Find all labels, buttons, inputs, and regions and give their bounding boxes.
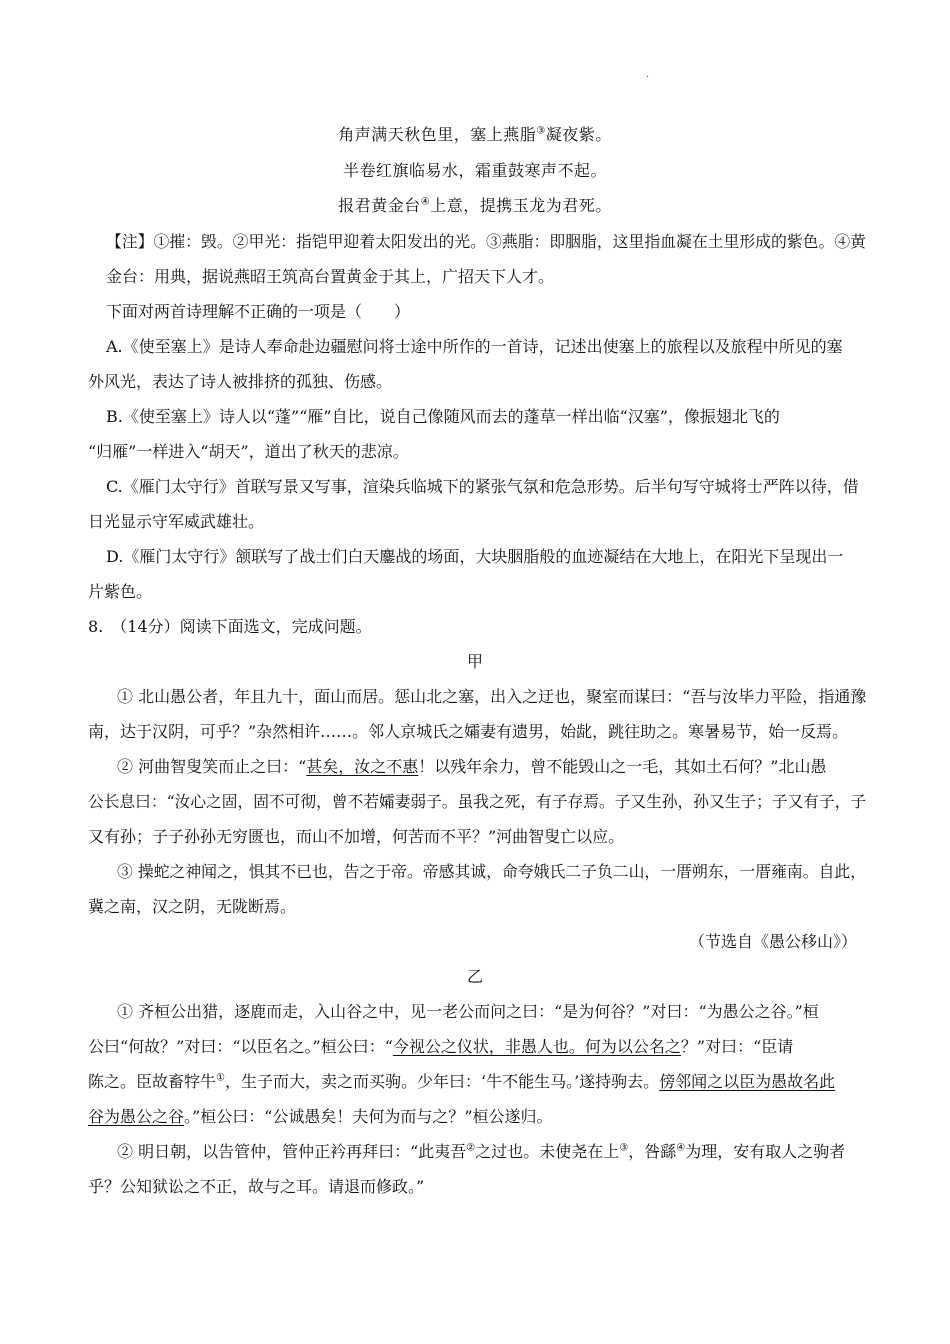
jia-p2-line-1: ② 河曲智叟笑而止之曰：“甚矣，汝之不惠！以残年余力，曾不能毁山之一毛，其如土石何？”北山愚: [117, 757, 827, 776]
poem-line-1: 角声满天秋色里，塞上燕脂③凝夜紫。: [338, 125, 612, 144]
passage-yi-title: 乙: [466, 967, 483, 986]
note-line-1: 【注】①摧：毁。②甲光：指铠甲迎着太阳发出的光。③燕脂：即胭脂，这里指血凝在土里形成的紫色。④黄: [106, 232, 867, 251]
option-a-line-1: A.《使至塞上》是诗人奉命赴边疆慰问将士途中所作的一首诗，记述出使塞上的旅程以及旅程中所见的塞: [106, 337, 843, 356]
yi-p1-line-2: 公曰“何故？”对曰：“以臣名之。”桓公曰：“今视公之仪状，非愚人也。何为以公名之？”对曰：“臣请: [88, 1037, 794, 1056]
jia-p2-line-2: 公长息曰：“汝心之固，固不可彻，曾不若孀妻弱子。虽我之死，有子存焉。子又生孙，孙又生子；子又有子，子: [88, 792, 867, 811]
question-stem: 下面对两首诗理解不正确的一项是（ ）: [106, 302, 411, 321]
option-c-line-1: C.《雁门太守行》首联写景又写事，渲染兵临城下的紧张气氛和危急形势。后半句写守城将士严阵以待，借: [106, 477, 859, 496]
jia-p1-line-1: ① 北山愚公者，年且九十，面山而居。惩山北之塞，出入之迂也，聚室而谋曰：“吾与汝毕力平险，指通豫: [117, 687, 867, 706]
option-c-line-2: 日光显示守军威武雄壮。: [88, 512, 265, 531]
underlined-sentence: 谷为愚公之谷: [88, 1107, 185, 1126]
underlined-sentence: 傍邻闻之以臣为愚故名此: [659, 1072, 836, 1091]
jia-p3-line-2: 冀之南，汉之阴，无陇断焉。: [88, 897, 297, 916]
option-b-line-2: “归雁”一样进入“胡天”，道出了秋天的悲凉。: [88, 442, 409, 461]
yi-p2-line-2: 乎？公知狱讼之不正，故与之耳。请退而修政。”: [88, 1177, 425, 1196]
poem-line-3: 报君黄金台④上意，提携玉龙为君死。: [338, 196, 612, 215]
option-a-line-2: 外风光，表达了诗人被排挤的孤独、伤感。: [88, 372, 393, 391]
page-dot: ·: [646, 72, 650, 83]
question-8-stem: 8. （14分）阅读下面选文，完成问题。: [88, 617, 372, 636]
jia-p3-line-1: ③ 操蛇之神闻之，惧其不已也，告之于帝。帝感其诚，命夸娥氏二子负二山，一厝朔东，一厝雍南。自此，: [117, 862, 867, 881]
jia-p2-line-3: 又有孙；子子孙孙无穷匮也，而山不加增，何苦而不平？”河曲智叟亡以应。: [88, 827, 625, 846]
option-d-line-2: 片紫色。: [88, 582, 153, 601]
yi-p1-line-1: ① 齐桓公出猎，逐鹿而走，入山谷之中，见一老公而问之曰：“是为何谷？”对曰：“为愚公之谷。”桓: [117, 1002, 819, 1021]
yi-p1-line-4: 谷为愚公之谷。”桓公曰：“公诚愚矣！夫何为而与之？”桓公遂归。: [88, 1107, 553, 1126]
underlined-sentence: 今视公之仪状，非愚人也。何为以公名之: [392, 1037, 681, 1056]
underlined-sentence: 甚矣，汝之不惠: [306, 757, 419, 776]
yi-p1-line-3: 陈之。臣故畜牸牛①，生子而大，卖之而买驹。少年曰：‘牛不能生马。’遂持驹去。傍邻闻之以臣为愚故名此: [88, 1072, 836, 1091]
passage-jia-title: 甲: [466, 652, 483, 671]
option-d-line-1: D.《雁门太守行》颔联写了战士们白天鏖战的场面，大块胭脂般的血迹凝结在大地上，在阳光下呈现出一: [106, 547, 844, 566]
note-line-2: 金台：用典，据说燕昭王筑高台置黄金于其上，广招天下人才。: [106, 267, 555, 286]
passage-jia-source: （节选自《愚公移山》）: [689, 932, 858, 951]
yi-p2-line-1: ② 明日朝，以告管仲，管仲正衿再拜曰：“此夷吾②之过也。未使尧在上③，咎繇④为理，安有取人之驹者: [117, 1142, 846, 1161]
option-b-line-1: B.《使至塞上》诗人以“蓬”“雁”自比，说自己像随风而去的蓬草一样出临“汉塞”，像振翅北飞的: [106, 407, 780, 426]
jia-p1-line-2: 南，达于汉阴，可乎？”杂然相许……。邻人京城氏之孀妻有遗男，始龀，跳往助之。寒暑易节，始一反焉。: [88, 722, 849, 741]
poem-line-2: 半卷红旗临易水，霜重鼓寒声不起。: [342, 161, 607, 180]
